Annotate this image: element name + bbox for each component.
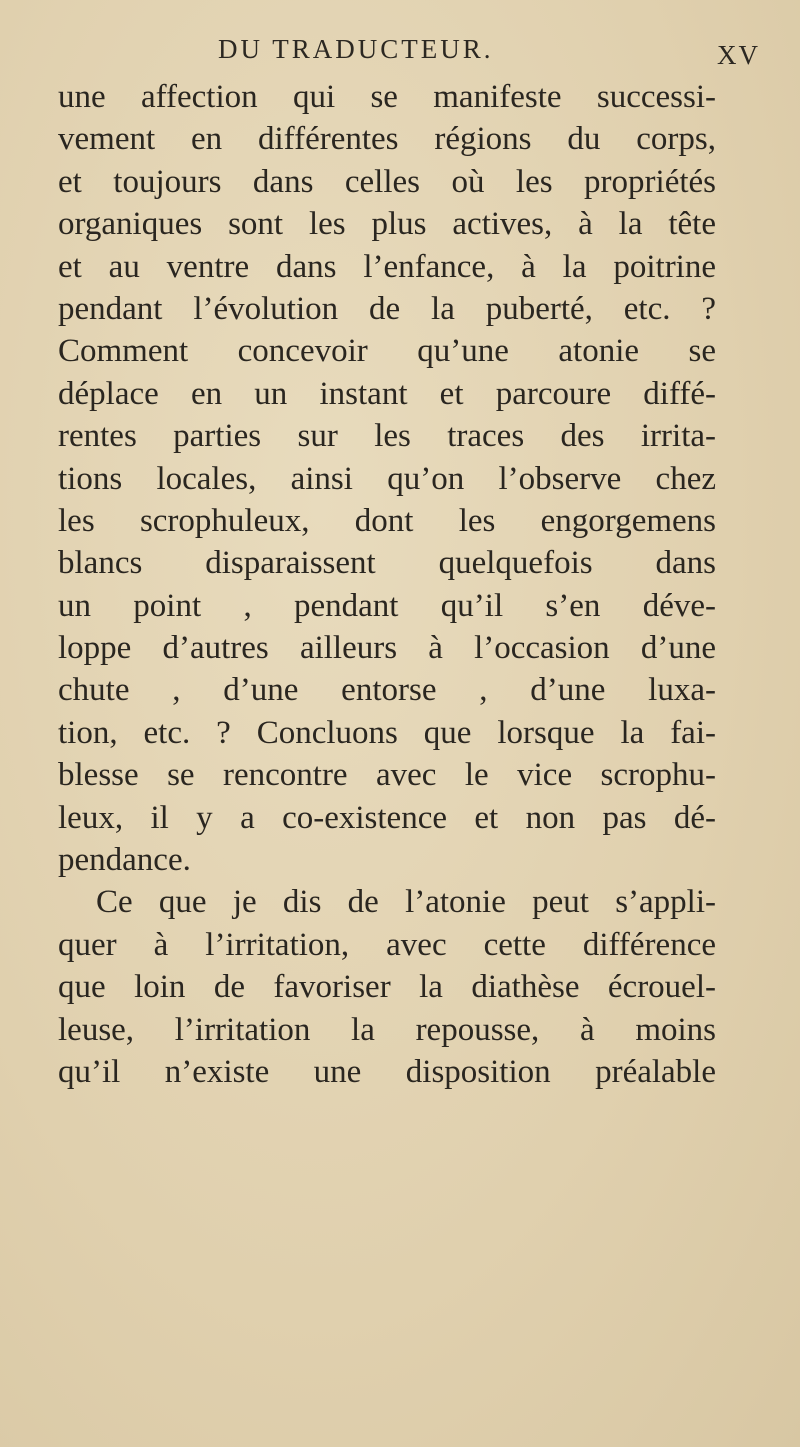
text-line: et toujours dans celles où les propriétés — [58, 163, 716, 200]
text-line: déplace en un instant et parcoure diffé- — [58, 375, 716, 412]
text-line: qu’il n’existe une disposition préalable — [58, 1053, 716, 1090]
text-line: pendant l’évolution de la puberté, etc. ? — [58, 290, 716, 327]
text-line: tions locales, ainsi qu’on l’observe chez — [58, 460, 716, 497]
running-title: DU TRADUCTEUR. — [218, 34, 494, 64]
text-line: rentes parties sur les traces des irrita- — [58, 418, 716, 455]
text-line: leux, il y a co-existence et non pas dé- — [58, 799, 716, 836]
text-line: une affection qui se manifeste successi- — [58, 79, 716, 115]
text-line: tion, etc. ? Concluons que lorsque la fai- — [58, 714, 716, 751]
text-line: Comment concevoir qu’une atonie se — [58, 333, 716, 370]
text-line: organiques sont les plus actives, à la tête — [58, 206, 716, 243]
paragraph-start-line: Ce que je dis de l’atonie peut s’appli- — [96, 884, 716, 921]
text-line: un point , pendant qu’il s’en déve- — [58, 587, 716, 624]
text-line: blancs disparaissent quelquefois dans — [58, 545, 716, 582]
text-line: quer à l’irritation, avec cette différence — [58, 926, 716, 963]
text-line: et au ventre dans l’enfance, à la poitrine — [58, 248, 716, 285]
text-line: vement en différentes régions du corps, — [58, 121, 716, 158]
text-line: loppe d’autres ailleurs à l’occasion d’une — [58, 630, 716, 667]
text-line: chute , d’une entorse , d’une luxa- — [58, 672, 716, 709]
text-line: blesse se rencontre avec le vice scrophu- — [58, 757, 716, 794]
text-line: les scrophuleux, dont les engorgemens — [58, 502, 716, 539]
running-head — [60, 34, 760, 70]
page-number: XV — [717, 40, 760, 70]
text-line: que loin de favoriser la diathèse écrouel- — [58, 969, 716, 1006]
body-text — [58, 76, 716, 1093]
text-line: leuse, l’irritation la repousse, à moins — [58, 1011, 716, 1048]
paragraph-end-line: pendance. — [58, 842, 191, 879]
